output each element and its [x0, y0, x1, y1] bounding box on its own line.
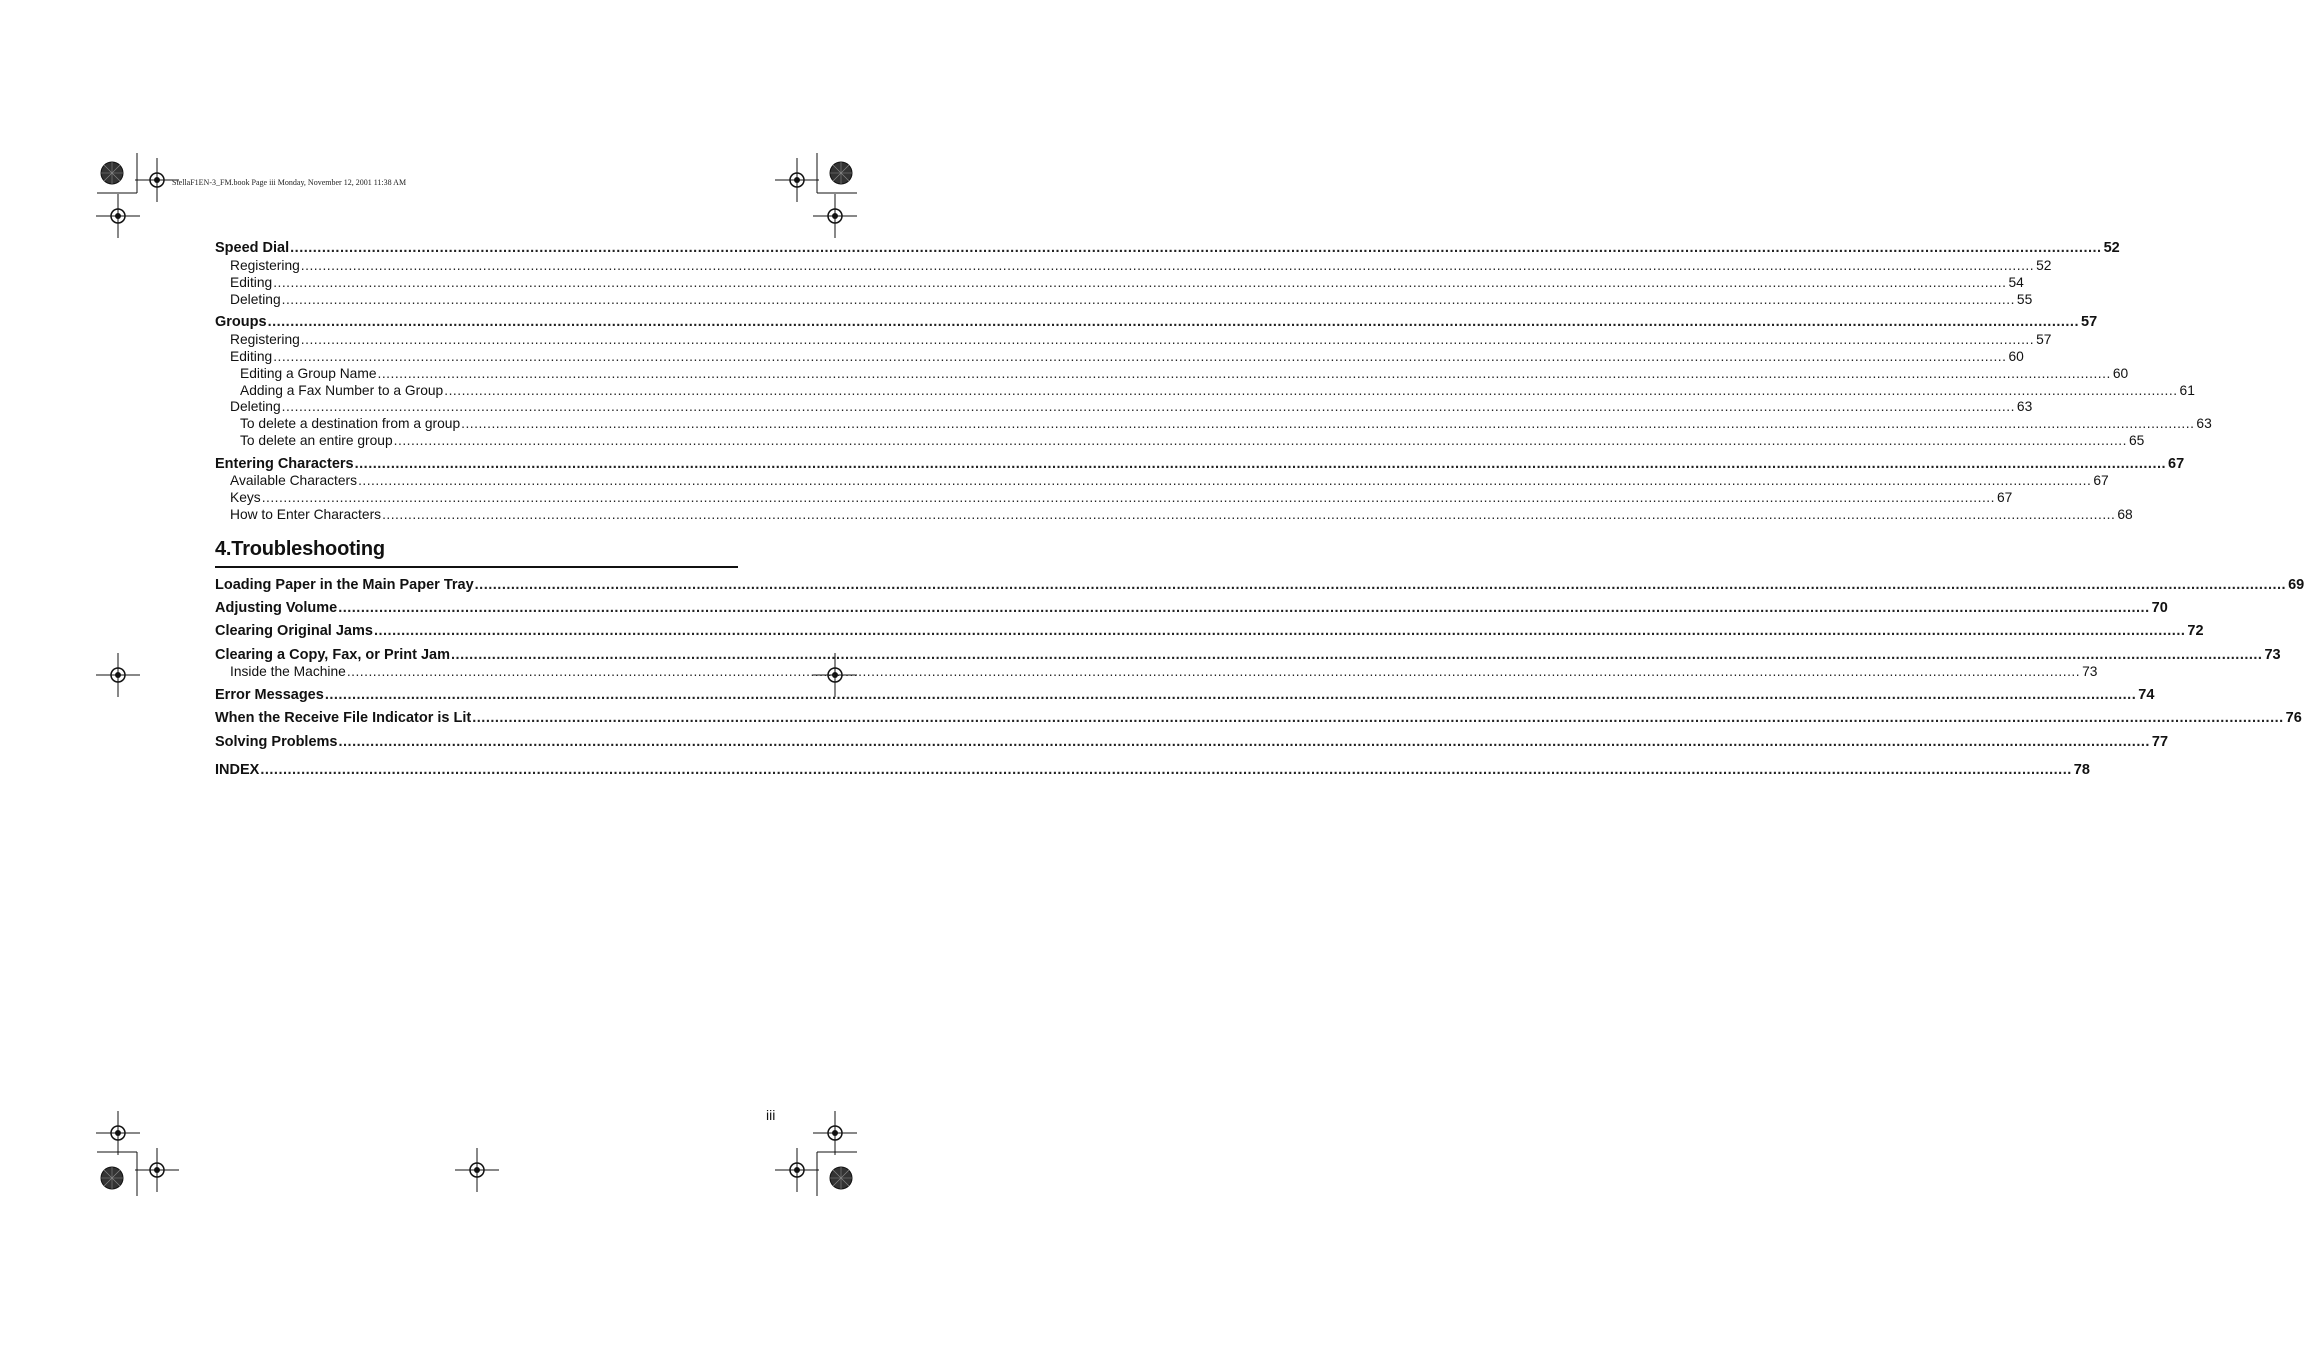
- toc-entry-page: 63: [2196, 416, 2212, 431]
- toc-entry[interactable]: [215, 275, 2024, 292]
- toc-entry-title: Editing: [230, 349, 273, 364]
- toc-entry-title: How to Enter Characters: [230, 507, 382, 522]
- toc-entry[interactable]: [215, 734, 2169, 751]
- dot-leader: ................................................................................................................................................................................................................................................................................................................................................................................................................: [472, 710, 2284, 726]
- dot-leader: ................................................................................................................................................................................................................................................................................................................................................................................................................: [290, 240, 2102, 256]
- toc-entry-title: Solving Problems: [215, 734, 338, 750]
- dot-leader: ................................................................................................................................................................................................................................................................................................................................................................................................................: [354, 456, 2167, 472]
- toc-entry-page: 76: [2285, 710, 2302, 726]
- dot-leader: ................................................................................................................................................................................................................................................................................................................................................................................................................: [300, 332, 2035, 347]
- toc-entry-title: Clearing a Copy, Fax, or Print Jam: [215, 647, 451, 663]
- dot-leader: ................................................................................................................................................................................................................................................................................................................................................................................................................: [338, 734, 2150, 750]
- toc-entry[interactable]: [215, 623, 2204, 640]
- toc-entry-title: Registering: [230, 258, 300, 273]
- dot-leader: ................................................................................................................................................................................................................................................................................................................................................................................................................: [373, 623, 2186, 639]
- toc-entry[interactable]: [215, 399, 2033, 416]
- toc-entry-page: 57: [2036, 332, 2052, 347]
- toc-entry-page: 55: [2016, 292, 2033, 307]
- toc-entry-page: 67: [1996, 490, 2013, 505]
- toc-entry-title: Editing: [230, 275, 273, 290]
- dot-leader: ................................................................................................................................................................................................................................................................................................................................................................................................................: [267, 314, 2079, 330]
- toc-entry-page: 69: [2288, 577, 2304, 593]
- toc-entry-page: 57: [2081, 314, 2098, 330]
- toc-entry-title: To delete a destination from a group: [240, 416, 461, 431]
- toc-entry[interactable]: [215, 433, 2145, 450]
- toc-entry-title: Deleting: [230, 292, 281, 307]
- toc-entry-title: Loading Paper in the Main Paper Tray: [215, 577, 474, 593]
- toc-entry[interactable]: [215, 332, 2052, 349]
- toc-entry-title: Inside the Machine: [230, 664, 346, 679]
- toc-entry[interactable]: [215, 349, 2024, 366]
- toc-entry-page: 60: [2112, 366, 2129, 381]
- toc-entry[interactable]: [215, 600, 2168, 617]
- dot-leader: ................................................................................................................................................................................................................................................................................................................................................................................................................: [377, 366, 2111, 381]
- toc-entry-title: Keys: [230, 490, 261, 505]
- toc-entry-page: 78: [2073, 762, 2090, 778]
- toc-entry-page: 73: [2264, 647, 2281, 663]
- dot-leader: ................................................................................................................................................................................................................................................................................................................................................................................................................: [358, 473, 2092, 488]
- toc-entry[interactable]: [215, 314, 2098, 331]
- toc-entry-page: 68: [2117, 507, 2133, 522]
- toc-entry-page: 63: [2016, 399, 2033, 414]
- dot-leader: ................................................................................................................................................................................................................................................................................................................................................................................................................: [281, 292, 2015, 307]
- toc-entry-title: Registering: [230, 332, 300, 347]
- toc-entry-page: 60: [2008, 349, 2024, 364]
- toc-entry-title: Deleting: [230, 399, 281, 414]
- toc-entry[interactable]: [215, 687, 2155, 704]
- toc-entry-title: Available Characters: [230, 473, 358, 488]
- toc-entry[interactable]: [215, 490, 2013, 507]
- toc-entry-page: 52: [2103, 240, 2120, 256]
- toc-entry[interactable]: [215, 710, 2302, 727]
- toc-entry-title: To delete an entire group: [240, 433, 393, 448]
- toc-entry-title: When the Receive File Indicator is Lit: [215, 710, 472, 726]
- toc-entry[interactable]: [215, 383, 2195, 400]
- toc-entry-page: 67: [2168, 456, 2185, 472]
- toc-entry[interactable]: [215, 258, 2052, 275]
- toc-entry-page: 73: [2082, 664, 2098, 679]
- toc-entry[interactable]: [215, 456, 2185, 473]
- toc-entry[interactable]: [215, 647, 2281, 664]
- toc-entry-title: Clearing Original Jams: [215, 623, 373, 639]
- toc-entry-page: 74: [2138, 687, 2155, 703]
- toc-entry[interactable]: [215, 292, 2033, 309]
- print-header-info: StellaF1EN-3_FM.book Page iii Monday, November 12, 2001 11:38 AM: [172, 178, 407, 187]
- toc-entry[interactable]: [215, 473, 2109, 490]
- toc-entry-title: Error Messages: [215, 687, 324, 703]
- dot-leader: ................................................................................................................................................................................................................................................................................................................................................................................................................: [281, 399, 2015, 414]
- toc-entry-page: 70: [2151, 600, 2168, 616]
- toc-entry[interactable]: [215, 664, 2098, 681]
- toc-entry[interactable]: [215, 240, 2120, 257]
- toc-entry-page: 77: [2151, 734, 2169, 750]
- toc-entry[interactable]: [215, 366, 2129, 383]
- dot-leader: ................................................................................................................................................................................................................................................................................................................................................................................................................: [273, 275, 2007, 290]
- toc-entry[interactable]: [215, 577, 2304, 594]
- dot-leader: ................................................................................................................................................................................................................................................................................................................................................................................................................: [300, 258, 2035, 273]
- chapter-heading: [215, 538, 738, 568]
- toc-entry-title: Groups: [215, 314, 267, 330]
- toc-entry[interactable]: [215, 507, 2133, 524]
- toc-entry-page: 61: [2179, 383, 2195, 398]
- dot-leader: ................................................................................................................................................................................................................................................................................................................................................................................................................: [324, 687, 2137, 703]
- toc-entry-page: 72: [2187, 623, 2204, 639]
- page-number: iii: [766, 1107, 776, 1123]
- dot-leader: ................................................................................................................................................................................................................................................................................................................................................................................................................: [451, 647, 2263, 663]
- dot-leader: ................................................................................................................................................................................................................................................................................................................................................................................................................: [273, 349, 2007, 364]
- dot-leader: ................................................................................................................................................................................................................................................................................................................................................................................................................: [260, 762, 2072, 778]
- toc-entry-title: Entering Characters: [215, 456, 354, 472]
- toc-entry-title: Speed Dial: [215, 240, 290, 256]
- dot-leader: ................................................................................................................................................................................................................................................................................................................................................................................................................: [461, 416, 2195, 431]
- toc-entry[interactable]: [215, 416, 2212, 433]
- dot-leader: ................................................................................................................................................................................................................................................................................................................................................................................................................: [382, 507, 2116, 522]
- toc-entry-page: 54: [2008, 275, 2024, 290]
- dot-leader: ................................................................................................................................................................................................................................................................................................................................................................................................................: [261, 490, 1995, 505]
- toc-entry-page: 65: [2128, 433, 2145, 448]
- toc-entry-page: 67: [2093, 473, 2109, 488]
- dot-leader: ................................................................................................................................................................................................................................................................................................................................................................................................................: [346, 664, 2081, 679]
- dot-leader: ................................................................................................................................................................................................................................................................................................................................................................................................................: [338, 600, 2150, 616]
- toc-entry[interactable]: [215, 762, 2090, 779]
- toc-entry-title: Adding a Fax Number to a Group: [240, 383, 444, 398]
- toc-entry-title: Adjusting Volume: [215, 600, 338, 616]
- dot-leader: ................................................................................................................................................................................................................................................................................................................................................................................................................: [393, 433, 2127, 448]
- toc-entry-title: Editing a Group Name: [240, 366, 377, 381]
- chapter-title: 4.Troubleshooting: [215, 538, 385, 560]
- toc-entry-page: 52: [2036, 258, 2052, 273]
- dot-leader: ................................................................................................................................................................................................................................................................................................................................................................................................................: [444, 383, 2178, 398]
- dot-leader: ................................................................................................................................................................................................................................................................................................................................................................................................................: [474, 577, 2287, 593]
- toc-entry-title: INDEX: [215, 762, 260, 778]
